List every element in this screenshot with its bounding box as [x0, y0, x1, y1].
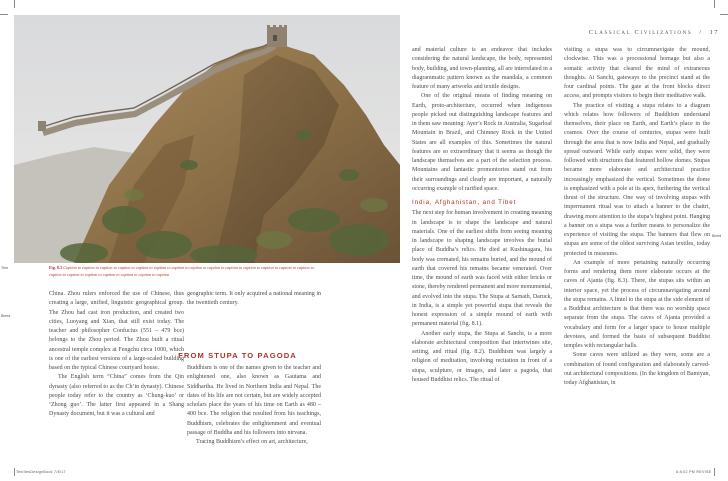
subheading: India, Afghanistan, and Tibet: [412, 199, 517, 206]
paragraph: The English term “China” comes from the Qin dynasty (also referred to as the Ch’in dynasty). Chinese people today refer to the country as ‘Chung-kuo’ or ‘Zhong guo’. The latter first appeared in a Shang Dynasty document, but it was a cultural and: [49, 374, 184, 418]
paragraph: An example of more pertaining naturally occurring forms and rendering them more elaborate occurs at the caves of Ajanta (fig. 8.3). There, the stupas sits within an interior space, yet the process of circumnavigating around the stupa remains. A lintel to the stupa at the side element of a Buddhist architecture is that there was no worship space separate from the stupa. The caves of Ajanta provided a vocabulary and form for a larger space to house multiple devotees, and formed the basis of subsequent Buddhist temples with rectangular halls.: [564, 259, 710, 349]
figure-caption: [49, 265, 321, 279]
running-head: [483, 29, 719, 36]
paragraph: geographic term. It only acquired a national meaning in the twentieth century.: [187, 291, 321, 307]
body-column-3: [412, 46, 552, 385]
paragraph: China. Zhou rulers enforced the use of Chinese, thus creating a large, unified, linguistic geographical group. The Zhou had cast iron production, and created two cities, Luoyang and Xian, that still exist today. The teacher and philosopher Confucius (551 – 479 bce) belongs to the Zhou period. The Zhou built a ritual ancestral temple complex at Fengchu circa 1000, which is one of the earliest versions of a large-scaled building based on the typical Chinese courtyard house.: [49, 291, 184, 371]
paragraph: One of the original means of finding meaning on Earth, proto-architecture, occurred when indigenous people picked out distinguishing landscape features and in them saw meaning: Ayer’s Rock in Australia, Sugarloaf Mountain in Brazil, and Chimney Rock in the United States are all examples of this. Sometimes the natural features are so extraordinary that it seems as though the landscape themselves are a part of the selection process. Mountains and fantastic promontories stand out from their surroundings and clearly are important, a naturally occurring example of rarified space.: [412, 93, 552, 192]
paragraph: Buddhism is one of the names given to the teacher and enlightened one, also known as Gautama and Siddhartha. He lived in Northern India and Nepal. The dates of his life are not certain, but are widely accepted scholars place the years of his time on Earth as 480 – 400 bce. The religion that resulted from his teachings, Buddhism, celebrates the enlightenment and eventual passage of Buddha and his followers into nirvana.: [187, 365, 321, 436]
body-column-2-continued: [187, 364, 321, 447]
paragraph: The next step for human involvement in creating meaning in landscape is to shape the landscape and natural materials. One of the earliest shifts from seeing meaning in landscape to shaping landscape involves the burial place of Buddha’s relics. He died at Kushinagara, his body was cremated, his remains buried, and the mound of earth that covered his remains became venerated. Over time, the mound of earth was faced with either bricks or stone, thereby rendered permanent and more monumental, and evolved into the stupa. The Stupa at Sarnath, Daruck, in India, is a simple yet powerful stupa that reveals the honest expression of a simple mound of earth with permanent material (fig. 8.1).: [412, 210, 552, 328]
page-number: 17: [709, 29, 719, 36]
bleed-mark-label-left: Bleed: [1, 314, 11, 318]
paragraph: The practice of visiting a stupa relates to a diagram which relates how followers of Buddhism understand themselves, their place on Earth, and Earth’s place in the cosmos. Over the course of centuries, stupas were built through the area that is now India and Nepal, and gradually spread outward. While early stupas were solid, they were followed with structures that featured hollow domes. Stupas became more elaborate and architectural practice increasingly emphasized the vertical. Sometimes the dome is emphasized with a pole at its apex, furthering the vertical thrust of the structure. One way of involving stupas with impermanent ritual was to attach a banner to the chattri, drawing more attention to the stupa’s highest point. Hanging a banner on a stupa was a further means to personalize the experience of visiting the stupa. The banners that flew on stupas are some of the oldest surviving Asian textiles, today protected in museums.: [564, 102, 710, 257]
crop-mark-top-left-v: [14, 0, 15, 8]
section-heading: FROM STUPA TO PAGODA: [178, 351, 297, 360]
crop-mark-top-right-v: [714, 0, 715, 8]
body-column-2: [187, 290, 321, 309]
paragraph: visiting a stupa was to circumnavigate the mound, clockwise. This was a processional homage but also a somatic activity that cleared the mind of extraneous thoughts. At Sanchi, gateways to the precinct stand at the four cardinal points. The gate at the front blocks direct access, and prompts visitors to begin their meditative walk.: [564, 47, 710, 100]
running-head-separator: /: [699, 29, 703, 36]
crop-mark-bottom-right-v: [714, 468, 715, 476]
footer-slug-right: 6:8:02 PM REVISE: [676, 470, 712, 474]
body-column-4: [564, 46, 710, 388]
paragraph: Some caves were utilized as they were, some are a combination of found configuration and elaborately carved-out architectural compositions. (In the kingdom of Bamiyan, today Afghanistan, in: [564, 352, 710, 386]
figure-caption-text: Caption to caption to caption to caption to caption to caption to caption to caption to caption to caption to caption to caption to caption to caption to caption to caption to caption to caption to caption to caption to caption: [49, 265, 314, 277]
running-head-title: Classical Civilizations: [588, 29, 693, 36]
bleed-mark-label-right: Bleed: [712, 234, 722, 238]
paragraph: and material culture is an endeavor that includes considering the natural landscape, the body, represented body, building, and town-planning, all are interrelated in a diagrammatic pattern known as the mandala, a common feature of many artworks and textile designs.: [412, 47, 552, 90]
footer-slug-left: TextilesDesignBook 7/8/17: [16, 470, 66, 474]
crop-mark-top-left-h: [0, 14, 8, 15]
trim-mark-label: Trim: [1, 266, 9, 270]
crop-mark-bottom-left-v: [14, 468, 15, 476]
figure-label: Fig. 8.3: [49, 265, 63, 270]
paragraph: Tracing Buddhism’s effect on art, architecture,: [196, 439, 308, 445]
crop-mark-top-right-h: [720, 14, 728, 15]
paragraph: Another early stupa, the Stupa at Sanchi, is a more elaborate architectural composition that intertwines site, setting, and ritual (fig. 8.2). Buddhism was largely a religion of meditation, involving recitation in front of a stupa, sculpture, or images, and later a pagoda, that housed Buddhist relics. The ritual of: [412, 330, 552, 383]
great-wall-photo: [14, 15, 400, 263]
